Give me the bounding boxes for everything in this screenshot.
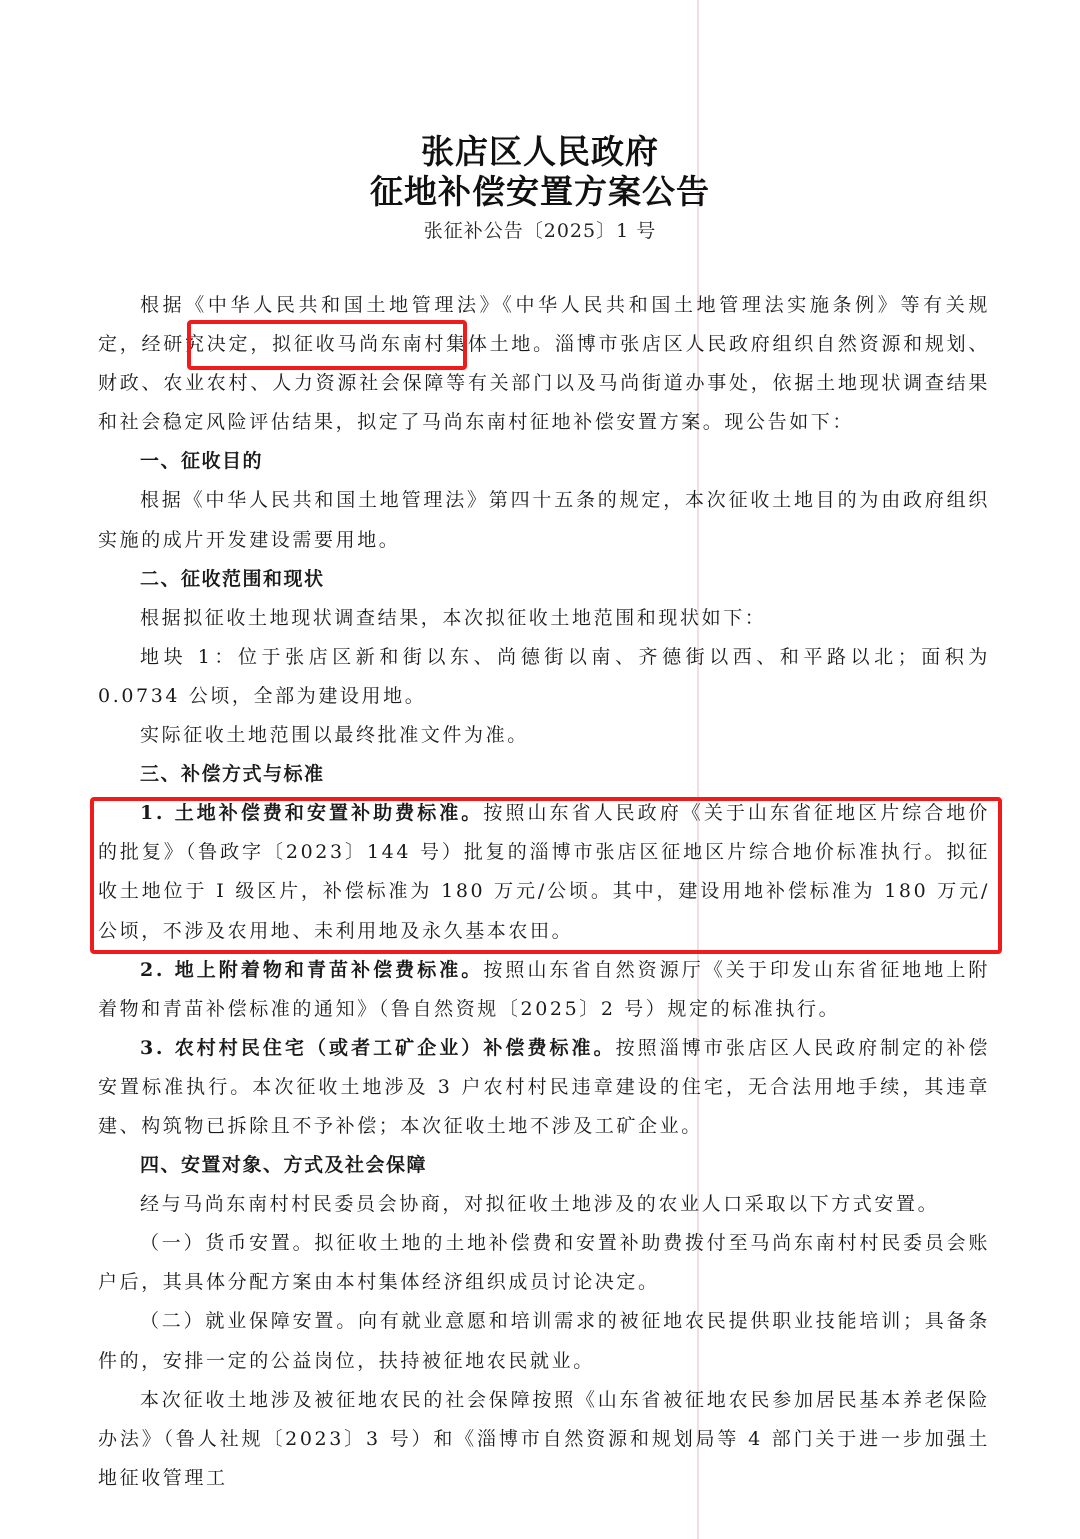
compensation-item-1: [98, 794, 990, 950]
intro-highlighted-text: 拟征收马尚东南村集体土地。: [272, 333, 555, 356]
compensation-item-2-title: 2. 地上附着物和青苗补偿费标准。: [140, 958, 484, 981]
resettlement-paragraph-4: 本次征收土地涉及被征地农民的社会保障按照《山东省被征地农民参加居民基本养老保险办法》（鲁人社规〔2023〕3 号）和《淄博市自然资源和规划局等 4 部门关于进一步加强土地征收管理工: [98, 1388, 990, 1489]
section-heading-scope: 二、征收范围和现状: [140, 567, 325, 590]
section-heading-purpose: 一、征收目的: [140, 450, 264, 473]
compensation-item-1-body: 按照山东省人民政府《关于山东省征地区片综合地价的批复》（鲁政字〔2023〕144 号）批复的淄博市张店区征地区片综合地价标准执行。拟征收土地位于 I 级区片，补偿标准为 180 万元/公顷。其中，建设用地补偿标准为 180 万元/公顷，不涉及农用地、未利用地及永久基本农田。: [98, 802, 990, 942]
intro-text-part2: 淄博市张店区人民政府组织自然资源和规划、财政、农业农村、人力资源社会保障等有关部门以及马尚街道办事处，依据土地现状调查结果和社会稳定风险评估结果，拟定了马尚东南村征地补偿安置方案。现公告如下：: [98, 333, 990, 434]
resettlement-paragraph-1: 经与马尚东南村村民委员会协商，对拟征收土地涉及的农业人口采取以下方式安置。: [140, 1193, 940, 1216]
section-scope-paragraph-3: 实际征收土地范围以最终批准文件为准。: [140, 724, 529, 747]
compensation-item-2-body: 按照山东省自然资源厅《关于印发山东省征地地上附着物和青苗补偿标准的通知》（鲁自然资规〔2025〕2 号）规定的标准执行。: [98, 958, 990, 1020]
section-scope-paragraph-1: 根据拟征收土地现状调查结果，本次拟征收土地范围和现状如下：: [140, 606, 767, 629]
intro-paragraph: [98, 286, 990, 442]
section-heading-resettlement: 四、安置对象、方式及社会保障: [140, 1154, 428, 1177]
resettlement-paragraph-2: （一）货币安置。拟征收土地的土地补偿费和安置补助费拨付至马尚东南村村民委员会账户后，其具体分配方案由本村集体经济组织成员讨论决定。: [98, 1232, 990, 1294]
compensation-item-3-title: 3. 农村村民住宅（或者工矿企业）补偿费标准。: [140, 1036, 616, 1059]
section-heading-compensation: 三、补偿方式与标准: [140, 763, 325, 786]
document-title-line1: 张店区人民政府: [421, 132, 659, 171]
document-title-line2: 征地补偿安置方案公告: [370, 172, 710, 211]
section-scope-paragraph-2: 地块 1：位于张店区新和街以东、尚德街以南、齐德街以西、和平路以北；面积为 0.0734 公顷，全部为建设用地。: [98, 645, 990, 707]
document-body: [98, 286, 990, 1498]
compensation-item-1-title: 1. 土地补偿费和安置补助费标准。: [140, 802, 484, 825]
compensation-item-2: [98, 951, 990, 1029]
compensation-item-3-body: 按照淄博市张店区人民政府制定的补偿安置标准执行。本次征收土地涉及 3 户农村村民违章建设的住宅，无合法用地手续，其违章建、构筑物已拆除且不予补偿；本次征收土地不涉及工矿企业。: [98, 1036, 990, 1137]
resettlement-paragraph-3: （二）就业保障安置。向有就业意愿和培训需求的被征地农民提供职业技能培训；具备条件的，安排一定的公益岗位，扶持被征地农民就业。: [98, 1310, 990, 1372]
compensation-item-3: [98, 1029, 990, 1146]
section-purpose-paragraph: 根据《中华人民共和国土地管理法》第四十五条的规定，本次征收土地目的为由政府组织实施的成片开发建设需要用地。: [98, 489, 990, 551]
document-number: 张征补公告〔2025〕1 号: [423, 220, 657, 242]
intro-text-part1: 根据《中华人民共和国土地管理法》《中华人民共和国土地管理法实施条例》等有关规定，经研究决定，: [98, 294, 990, 356]
